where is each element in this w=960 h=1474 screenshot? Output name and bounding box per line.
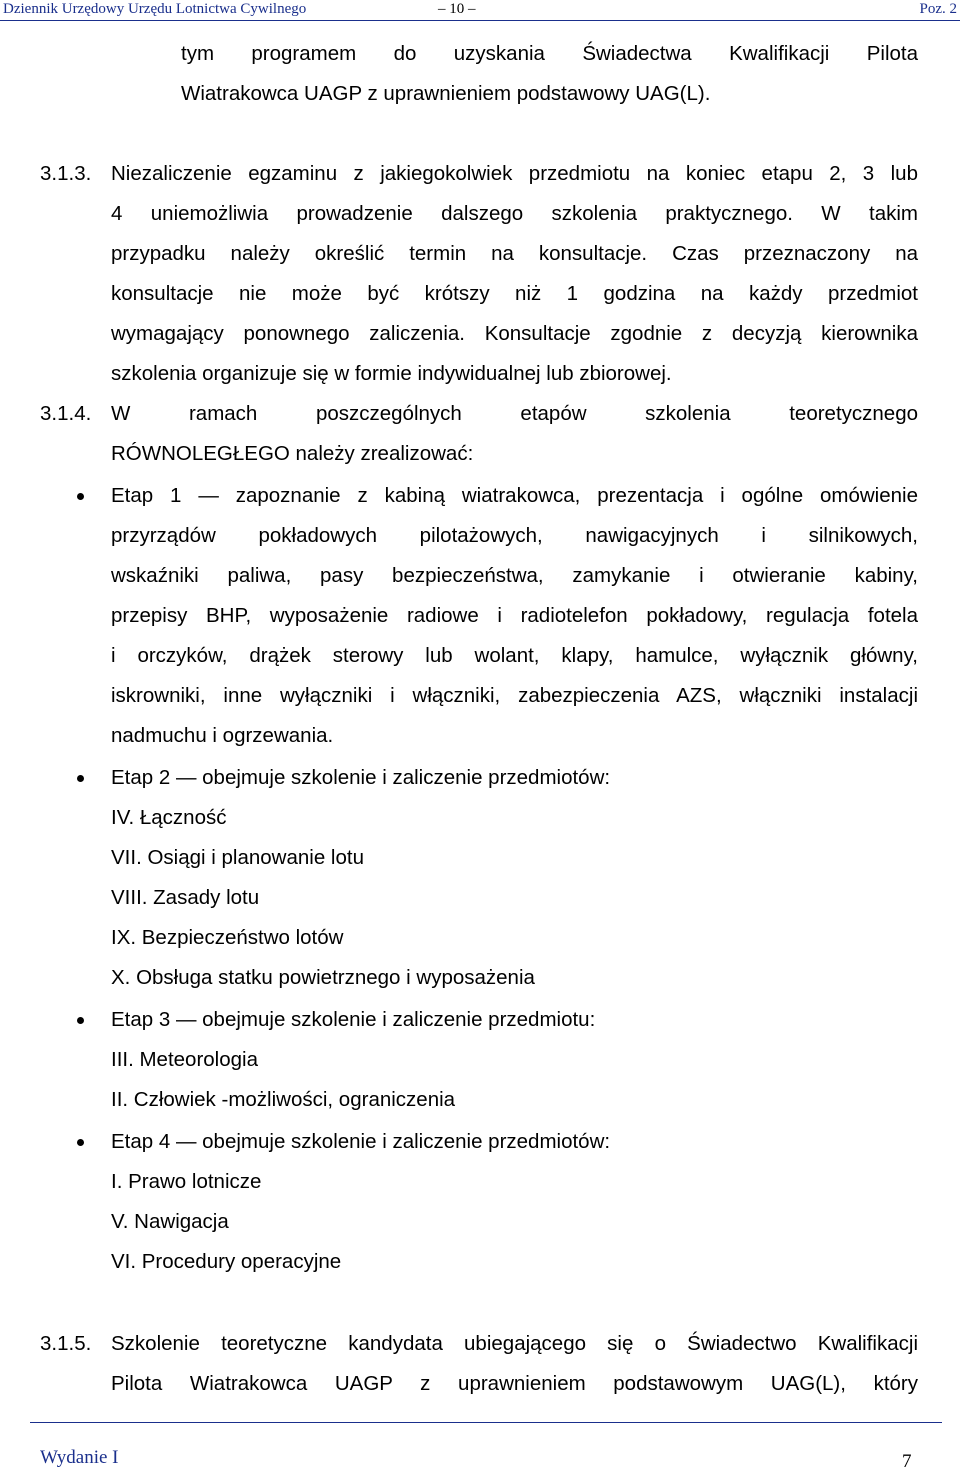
stage-1-line-1: Etap 1 — zapoznanie z kabiną wiatrakowca, prezentacja i ogólne omówienie	[111, 484, 918, 507]
stage-2-subject: VII. Osiągi i planowanie lotu	[111, 846, 364, 869]
stage-2-subject: VIII. Zasady lotu	[111, 886, 260, 909]
section-3-1-4-line-1: W ramach poszczególnych etapów szkolenia teoretycznego	[111, 402, 918, 425]
stage-3-subject: II. Człowiek -możliwości, ograniczenia	[111, 1088, 456, 1111]
section-3-1-4-line-2: RÓWNOLEGŁEGO należy zrealizować:	[111, 442, 474, 465]
bullet-stage-3	[77, 1017, 84, 1024]
stage-4-subject: I. Prawo lotnicze	[111, 1170, 262, 1193]
stage-1-line-7: nadmuchu i ogrzewania.	[111, 724, 334, 747]
section-3-1-5-line-2: Pilota Wiatrakowca UAGP z uprawnieniem podstawowym UAG(L), który	[111, 1372, 918, 1395]
page-number: 7	[902, 1451, 912, 1472]
section-3-1-3-line-1: Niezaliczenie egzaminu z jakiegokolwiek przedmiotu na koniec etapu 2, 3 lub	[111, 162, 918, 185]
intro-line-1: tym programem do uzyskania Świadectwa Kwalifikacji Pilota	[181, 42, 918, 65]
section-3-1-3-line-6: szkolenia organizuje się w formie indywidualnej lub zbiorowej.	[111, 362, 672, 385]
bullet-stage-2	[77, 775, 84, 782]
stage-1-line-2: przyrządów pokładowych pilotażowych, nawigacyjnych i silnikowych,	[111, 524, 918, 547]
section-3-1-3-line-5: wymagający ponownego zaliczenia. Konsultacje zgodnie z decyzją kierownika	[111, 322, 918, 345]
stage-2-subject: IV. Łączność	[111, 806, 227, 829]
stage-3-subject: III. Meteorologia	[111, 1048, 258, 1071]
section-3-1-3-line-3: przypadku należy określić termin na konsultacje. Czas przeznaczony na	[111, 242, 918, 265]
position-number: Poz. 2	[919, 1, 957, 17]
stage-1-line-5: i orczyków, drążek sterowy lub wolant, klapy, hamulce, wyłącznik główny,	[111, 644, 918, 667]
section-3-1-3-line-2: 4 uniemożliwia prowadzenie dalszego szkolenia praktycznego. W takim	[111, 202, 918, 225]
section-3-1-5-line-1: Szkolenie teoretyczne kandydata ubiegającego się o Świadectwo Kwalifikacji	[111, 1332, 918, 1355]
section-3-1-3-line-4: konsultacje nie może być krótszy niż 1 godzina na każdy przedmiot	[111, 282, 918, 305]
stage-1-line-6: iskrowniki, inne wyłączniki i włączniki, zabezpieczenia AZS, włączniki instalacji	[111, 684, 918, 707]
section-number-3-1-4: 3.1.4.	[40, 402, 92, 425]
section-number-3-1-5: 3.1.5.	[40, 1332, 92, 1355]
footer-divider	[30, 1422, 942, 1423]
bullet-stage-4	[77, 1139, 84, 1146]
header-divider	[0, 20, 960, 21]
stage-4-subject: V. Nawigacja	[111, 1210, 229, 1233]
journal-title: Dziennik Urzędowy Urzędu Lotnictwa Cywilnego	[3, 1, 307, 17]
intro-line-2: Wiatrakowca UAGP z uprawnieniem podstawowy UAG(L).	[181, 82, 711, 105]
stage-2-title: Etap 2 — obejmuje szkolenie i zaliczenie przedmiotów:	[111, 766, 611, 789]
section-number-3-1-3: 3.1.3.	[40, 162, 92, 185]
stage-2-subject: IX. Bezpieczeństwo lotów	[111, 926, 344, 949]
stage-3-title: Etap 3 — obejmuje szkolenie i zaliczenie przedmiotu:	[111, 1008, 596, 1031]
stage-1-line-4: przepisy BHP, wyposażenie radiowe i radiotelefon pokładowy, regulacja fotela	[111, 604, 918, 627]
stage-1-line-3: wskaźniki paliwa, pasy bezpieczeństwa, zamykanie i otwieranie kabiny,	[111, 564, 918, 587]
bullet-stage-1	[77, 493, 84, 500]
page-marker: – 10 –	[438, 1, 476, 17]
stage-4-subject: VI. Procedury operacyjne	[111, 1250, 342, 1273]
edition-label: Wydanie I	[40, 1447, 119, 1468]
stage-2-subject: X. Obsługa statku powietrznego i wyposażenia	[111, 966, 535, 989]
page-header	[0, 0, 960, 18]
stage-4-title: Etap 4 — obejmuje szkolenie i zaliczenie przedmiotów:	[111, 1130, 611, 1153]
